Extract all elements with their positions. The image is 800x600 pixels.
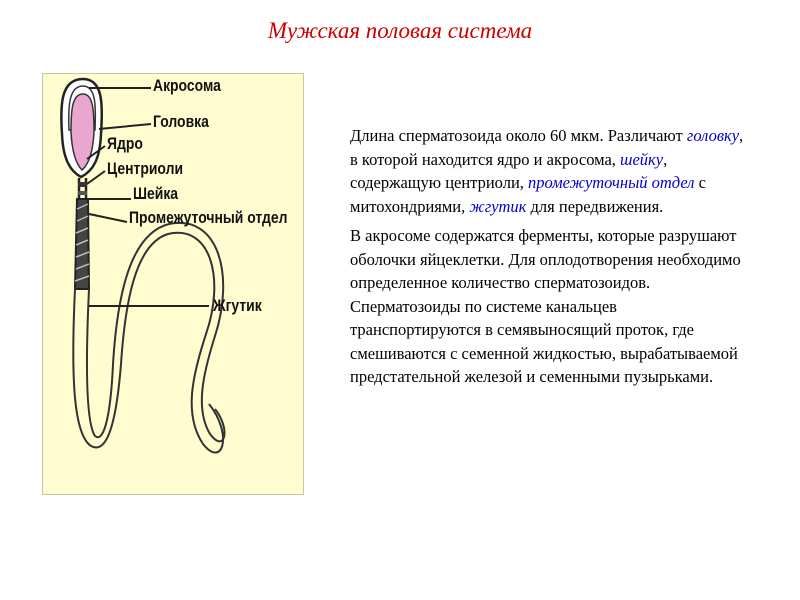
label-midpiece: Промежуточный отдел: [129, 208, 288, 227]
paragraph-structure: Длина сперматозоида около 60 мкм. Различают головку, в которой находится ядро и акросома, шейку, содержащую центриоли, промежуточный отдел с митохондриями, жгутик для передвижения.: [350, 126, 744, 216]
centriole-1: [78, 182, 87, 187]
sperm-diagram: [42, 73, 304, 495]
pointer-centrioles: [87, 171, 105, 184]
label-nucleus: Ядро: [107, 134, 143, 153]
label-head: Головка: [153, 112, 209, 131]
sperm-drawing: [43, 74, 303, 494]
description-text: [350, 124, 750, 389]
label-neck: Шейка: [133, 184, 179, 203]
term-head: головку: [686, 126, 740, 145]
pointer-midpiece: [89, 214, 127, 222]
centriole-2: [78, 191, 87, 195]
pointer-head: [99, 124, 151, 129]
neck-shape: [79, 178, 86, 199]
paragraph-function: В акросоме содержатся ферменты, которые разрушают оболочки яйцеклетки. Для оплодотворения необходимо определенное количество сперматозоидов. Сперматозоиды по системе канальцев транспортируются в семявыносящий проток, где смешиваются с семенной жидкостью, вырабатываемой предстательной железой и семенными пузырьками.: [350, 226, 741, 386]
label-flagellum: Жгутик: [213, 296, 262, 315]
slide-title: Мужская половая система: [267, 18, 533, 43]
label-acrosome: Акросома: [153, 76, 221, 95]
term-flagellum: жгутик: [469, 196, 527, 216]
label-centrioles: Центриоли: [107, 159, 184, 178]
term-midpiece: промежуточный отдел: [528, 173, 695, 192]
term-neck: шейку: [620, 149, 664, 169]
flagellum-inner: [87, 223, 224, 441]
flagellum-outer: [73, 233, 223, 453]
